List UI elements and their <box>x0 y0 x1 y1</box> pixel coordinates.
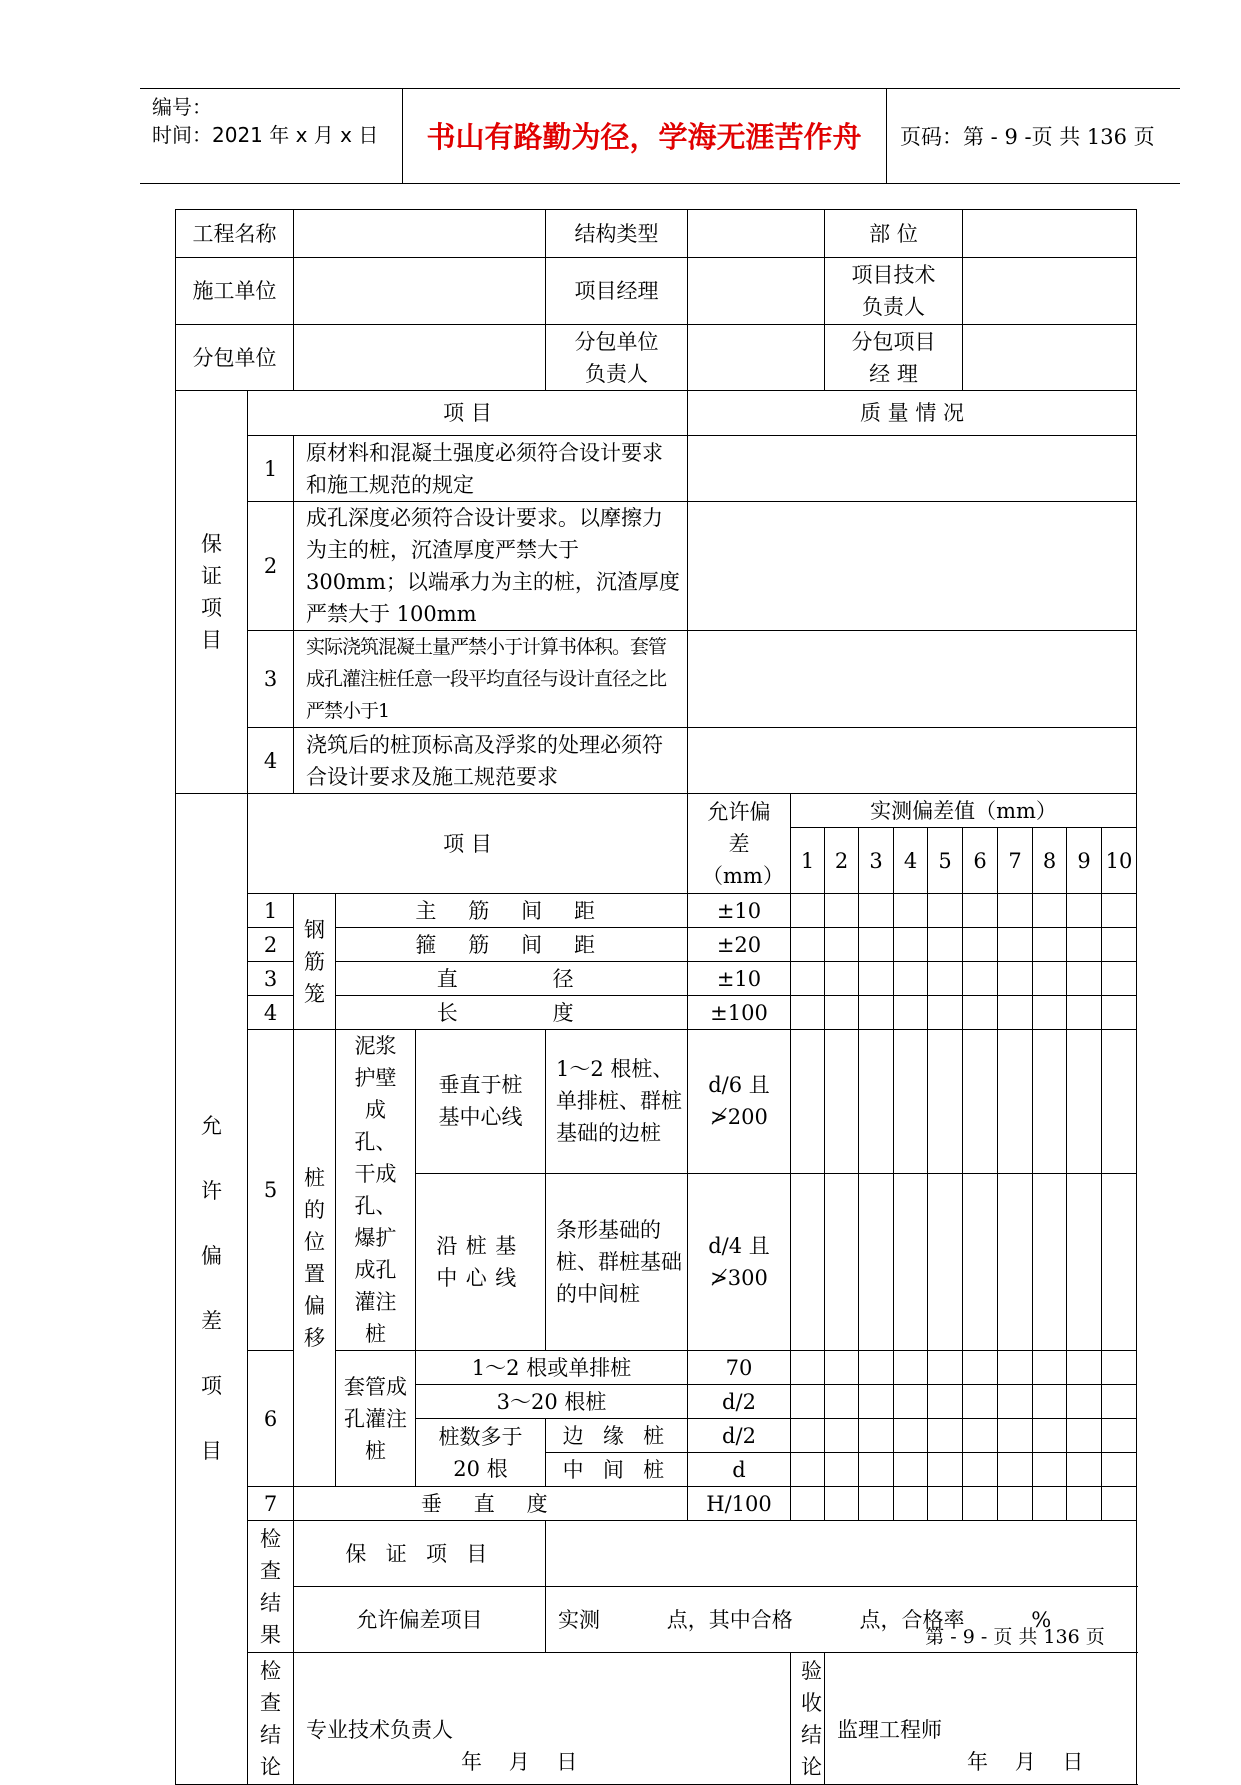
measure-cell[interactable] <box>928 1351 963 1385</box>
measure-cell[interactable] <box>825 1487 859 1521</box>
conclusion-label: 检查结论 <box>248 1653 294 1785</box>
measure-cell[interactable] <box>1102 1487 1137 1521</box>
measure-cell[interactable] <box>791 1419 825 1453</box>
measure-cell[interactable] <box>791 1487 825 1521</box>
measure-cell[interactable] <box>998 1453 1033 1487</box>
row6-group: 桩数多于 20 根 <box>416 1419 546 1487</box>
row5-method: 泥浆护壁成孔、干成孔、爆扩成孔灌注桩 <box>336 1030 416 1351</box>
measure-cell[interactable] <box>859 1453 894 1487</box>
structure-type-label: 结构类型 <box>546 210 688 258</box>
measure-cell[interactable] <box>1067 962 1102 996</box>
measure-cell[interactable] <box>963 1030 998 1174</box>
cage-item-name: 直 径 <box>336 962 688 996</box>
guarantee-item-quality[interactable] <box>688 436 1137 502</box>
measure-cell[interactable] <box>825 962 859 996</box>
measure-cell[interactable] <box>1067 1030 1102 1174</box>
row5-b-direction: 沿桩基中心线 <box>416 1173 546 1350</box>
row5-a-direction: 垂直于桩基中心线 <box>416 1030 546 1174</box>
result-allowable-label: 允许偏差项目 <box>294 1587 546 1653</box>
measure-cell[interactable] <box>825 894 859 928</box>
guarantee-item-text: 原材料和混凝土强度必须符合设计要求和施工规范的规定 <box>294 436 688 502</box>
page-label: 页码：第 - 9 -页 共 136 页 <box>900 125 1155 149</box>
number-label: 编号： <box>152 95 212 119</box>
row-no: 5 <box>248 1030 294 1351</box>
verticality-label: 垂 直 度 <box>294 1487 688 1521</box>
measure-cell[interactable] <box>998 996 1033 1030</box>
measure-col: 5 <box>928 828 963 894</box>
measure-cell[interactable] <box>791 996 825 1030</box>
measure-cell[interactable] <box>928 996 963 1030</box>
measure-cell[interactable] <box>825 1453 859 1487</box>
measure-cell[interactable] <box>791 1030 825 1174</box>
sub-lead-label: 分包单位负责人 <box>546 325 688 391</box>
measure-cell[interactable] <box>1033 1419 1067 1453</box>
cage-label: 钢筋笼 <box>294 894 336 1030</box>
measure-col: 9 <box>1067 828 1102 894</box>
measure-cell[interactable] <box>1033 962 1067 996</box>
measure-cell[interactable] <box>1033 996 1067 1030</box>
measure-cell[interactable] <box>859 1030 894 1174</box>
guarantee-item-text: 实际浇筑混凝土量严禁小于计算书体积。套管成孔灌注桩任意一段平均直径与设计直径之比严禁小于1 <box>294 631 688 728</box>
measure-cell[interactable] <box>791 1173 825 1350</box>
measure-cell[interactable] <box>1102 928 1137 962</box>
measure-cell[interactable] <box>1067 1487 1102 1521</box>
part-value[interactable] <box>963 210 1137 258</box>
row-no: 7 <box>248 1487 294 1521</box>
measure-cell[interactable] <box>928 962 963 996</box>
measure-cell[interactable] <box>998 1030 1033 1174</box>
measure-cell[interactable] <box>928 1385 963 1419</box>
measure-cell[interactable] <box>1067 1453 1102 1487</box>
measure-cell[interactable] <box>825 928 859 962</box>
measure-cell[interactable] <box>928 894 963 928</box>
guarantee-section-label: 保证项目 <box>176 391 248 794</box>
measure-cell[interactable] <box>998 1487 1033 1521</box>
measure-cell[interactable] <box>859 928 894 962</box>
measure-cell[interactable] <box>1102 996 1137 1030</box>
sub-manager-value[interactable] <box>963 325 1137 391</box>
time-label: 时间：2021 年 x 月 x 日 <box>152 123 379 147</box>
measure-cell[interactable] <box>1102 962 1137 996</box>
measure-cell[interactable] <box>859 996 894 1030</box>
acceptance-block[interactable] <box>825 1653 1137 1785</box>
measure-cell[interactable] <box>1067 1351 1102 1385</box>
measured-header: 实测偏差值（mm） <box>791 794 1137 828</box>
measure-cell[interactable] <box>963 1453 998 1487</box>
row6-method: 套管成孔灌注桩 <box>336 1351 416 1487</box>
measure-cell[interactable] <box>894 1173 928 1350</box>
guarantee-item-text: 成孔深度必须符合设计要求。以摩擦力为主的桩，沉渣厚度严禁大于 300mm；以端承力为主的桩，沉渣厚度严禁大于 100mm <box>294 502 688 631</box>
tolerance-value: 70 <box>688 1351 791 1385</box>
measure-cell[interactable] <box>894 1453 928 1487</box>
measure-cell[interactable] <box>825 1030 859 1174</box>
measure-cell[interactable] <box>894 962 928 996</box>
tolerance-value: ±100 <box>688 996 791 1030</box>
tolerance-value: H/100 <box>688 1487 791 1521</box>
measure-cell[interactable] <box>1102 1351 1137 1385</box>
guarantee-item-no: 2 <box>248 502 294 631</box>
tech-lead-label: 项目技术负责人 <box>825 258 963 325</box>
measure-cell[interactable] <box>825 1419 859 1453</box>
measure-cell[interactable] <box>1067 996 1102 1030</box>
measure-cell[interactable] <box>998 1351 1033 1385</box>
row5-a-type: 1～2 根桩、单排桩、群桩基础的边桩 <box>546 1030 688 1174</box>
supervisor-sign-label: 监理工程师 <box>837 1718 942 1742</box>
measure-cell[interactable] <box>928 1030 963 1174</box>
header-divider <box>886 89 887 183</box>
structure-type-value[interactable] <box>688 210 825 258</box>
tolerance-value: d/4 且≯300 <box>688 1173 791 1350</box>
acceptance-date: 年 月 日 <box>967 1750 1084 1774</box>
measure-cell[interactable] <box>1033 1030 1067 1174</box>
measure-cell[interactable] <box>825 1351 859 1385</box>
cage-item-name: 长 度 <box>336 996 688 1030</box>
measure-cell[interactable] <box>859 1351 894 1385</box>
motto: 书山有路勤为径，学海无涯苦作舟 <box>426 120 862 154</box>
measure-cell[interactable] <box>859 1385 894 1419</box>
measure-cell[interactable] <box>1102 1173 1137 1350</box>
measure-cell[interactable] <box>894 1487 928 1521</box>
measure-cell[interactable] <box>825 1385 859 1419</box>
measure-col: 10 <box>1102 828 1137 894</box>
measure-cell[interactable] <box>791 1385 825 1419</box>
measure-cell[interactable] <box>998 894 1033 928</box>
measure-cell[interactable] <box>894 1385 928 1419</box>
guarantee-item-quality[interactable] <box>688 728 1137 794</box>
guarantee-item-no: 3 <box>248 631 294 728</box>
measure-cell[interactable] <box>963 894 998 928</box>
measure-cell[interactable] <box>1067 1173 1102 1350</box>
measure-cell[interactable] <box>963 1419 998 1453</box>
measure-cell[interactable] <box>859 1419 894 1453</box>
measure-cell[interactable] <box>963 1173 998 1350</box>
tolerance-value: ±10 <box>688 962 791 996</box>
measure-cell[interactable] <box>928 1173 963 1350</box>
sub-manager-label: 分包项目经 理 <box>825 325 963 391</box>
conclusion-date: 年 月 日 <box>461 1750 578 1774</box>
measure-cell[interactable] <box>963 928 998 962</box>
measure-cell[interactable] <box>998 1173 1033 1350</box>
tolerance-value: ±20 <box>688 928 791 962</box>
construction-unit-value[interactable] <box>294 258 546 325</box>
inspection-form <box>175 209 1137 1785</box>
tolerance-header: 允许偏差（mm） <box>688 794 791 894</box>
guarantee-item-text: 浇筑后的桩顶标高及浮浆的处理必须符合设计要求及施工规范要求 <box>294 728 688 794</box>
measure-cell[interactable] <box>859 1487 894 1521</box>
measure-col: 4 <box>894 828 928 894</box>
measure-cell[interactable] <box>791 962 825 996</box>
measure-cell[interactable] <box>825 1173 859 1350</box>
measure-cell[interactable] <box>998 962 1033 996</box>
guarantee-item-header: 项 目 <box>248 391 688 436</box>
cage-item-name: 主 筋 间 距 <box>336 894 688 928</box>
result-measure-text: 实测 点，其中合格 点，合格率 % <box>546 1587 1137 1653</box>
cage-item-name: 箍 筋 间 距 <box>336 928 688 962</box>
measure-cell[interactable] <box>859 1173 894 1350</box>
measure-col: 1 <box>791 828 825 894</box>
pile-position-label: 桩的位置偏移 <box>294 1030 336 1487</box>
guarantee-item-no: 4 <box>248 728 294 794</box>
subcontractor-label: 分包单位 <box>176 325 294 391</box>
measure-cell[interactable] <box>1102 1453 1137 1487</box>
tech-lead-value[interactable] <box>963 258 1137 325</box>
measure-cell[interactable] <box>791 1351 825 1385</box>
page-footer: 第 - 9 - 页 共 136 页 <box>925 1626 1105 1648</box>
measure-cell[interactable] <box>963 962 998 996</box>
conclusion-block[interactable] <box>294 1653 791 1785</box>
measure-cell[interactable] <box>1067 928 1102 962</box>
quality-header: 质 量 情 况 <box>688 391 1137 436</box>
measure-cell[interactable] <box>998 1419 1033 1453</box>
measure-cell[interactable] <box>998 928 1033 962</box>
subcontractor-value[interactable] <box>294 325 546 391</box>
measure-col: 2 <box>825 828 859 894</box>
result-guarantee-value[interactable] <box>546 1521 1137 1587</box>
measure-cell[interactable] <box>1102 1385 1137 1419</box>
construction-unit-label: 施工单位 <box>176 258 294 325</box>
tolerance-value: ±10 <box>688 894 791 928</box>
row-no: 6 <box>248 1351 294 1487</box>
row5-b-type: 条形基础的桩、群桩基础的中间桩 <box>546 1173 688 1350</box>
measure-cell[interactable] <box>1033 894 1067 928</box>
measure-cell[interactable] <box>894 1351 928 1385</box>
result-label: 检查结果 <box>248 1521 294 1653</box>
measure-cell[interactable] <box>963 1487 998 1521</box>
project-manager-value[interactable] <box>688 258 825 325</box>
measure-col: 7 <box>998 828 1033 894</box>
sub-lead-value[interactable] <box>688 325 825 391</box>
measure-cell[interactable] <box>1033 1453 1067 1487</box>
measure-cell[interactable] <box>859 894 894 928</box>
measure-cell[interactable] <box>1102 1030 1137 1174</box>
measure-cell[interactable] <box>1033 928 1067 962</box>
guarantee-item-quality[interactable] <box>688 631 1137 728</box>
measure-cell[interactable] <box>1033 1487 1067 1521</box>
project-name-value[interactable] <box>294 210 546 258</box>
measure-cell[interactable] <box>928 1419 963 1453</box>
tolerance-value: d/6 且≯200 <box>688 1030 791 1174</box>
measure-cell[interactable] <box>928 1487 963 1521</box>
project-manager-label: 项目经理 <box>546 258 688 325</box>
measure-cell[interactable] <box>963 996 998 1030</box>
guarantee-item-no: 1 <box>248 436 294 502</box>
row-no: 4 <box>248 996 294 1030</box>
result-guarantee-label: 保 证 项 目 <box>294 1521 546 1587</box>
tolerance-value: d <box>688 1453 791 1487</box>
allowable-section-label: 允许偏差项目 <box>176 794 248 1785</box>
project-name-label: 工程名称 <box>176 210 294 258</box>
measure-col: 3 <box>859 828 894 894</box>
allowable-item-header: 项 目 <box>248 794 688 894</box>
measure-col: 8 <box>1033 828 1067 894</box>
tolerance-value: d/2 <box>688 1419 791 1453</box>
part-label: 部 位 <box>825 210 963 258</box>
measure-cell[interactable] <box>894 996 928 1030</box>
tolerance-value: d/2 <box>688 1385 791 1419</box>
measure-cell[interactable] <box>791 928 825 962</box>
measure-cell[interactable] <box>1102 894 1137 928</box>
measure-cell[interactable] <box>894 1030 928 1174</box>
measure-cell[interactable] <box>859 962 894 996</box>
measure-cell[interactable] <box>1102 1419 1137 1453</box>
measure-cell[interactable] <box>963 1385 998 1419</box>
acceptance-label: 验收结论 <box>791 1653 825 1785</box>
measure-cell[interactable] <box>928 928 963 962</box>
measure-cell[interactable] <box>1033 1173 1067 1350</box>
row6-type: 1～2 根或单排桩 <box>416 1351 688 1385</box>
measure-cell[interactable] <box>791 1453 825 1487</box>
measure-cell[interactable] <box>1067 1385 1102 1419</box>
measure-col: 6 <box>963 828 998 894</box>
row6-type: 中 间 桩 <box>546 1453 688 1487</box>
measure-cell[interactable] <box>1033 1385 1067 1419</box>
row-no: 1 <box>248 894 294 928</box>
row6-type: 边 缘 桩 <box>546 1419 688 1453</box>
measure-cell[interactable] <box>1067 1419 1102 1453</box>
page-header <box>140 88 1180 184</box>
header-meta <box>152 93 378 149</box>
measure-cell[interactable] <box>998 1385 1033 1419</box>
row6-type: 3～20 根桩 <box>416 1385 688 1419</box>
measure-cell[interactable] <box>1067 894 1102 928</box>
row-no: 3 <box>248 962 294 996</box>
measure-cell[interactable] <box>928 1453 963 1487</box>
row-no: 2 <box>248 928 294 962</box>
measure-cell[interactable] <box>825 996 859 1030</box>
tech-lead-sign-label: 专业技术负责人 <box>306 1718 453 1742</box>
measure-cell[interactable] <box>894 928 928 962</box>
measure-cell[interactable] <box>791 894 825 928</box>
measure-cell[interactable] <box>1033 1351 1067 1385</box>
measure-cell[interactable] <box>963 1351 998 1385</box>
measure-cell[interactable] <box>894 894 928 928</box>
measure-cell[interactable] <box>894 1419 928 1453</box>
guarantee-item-quality[interactable] <box>688 502 1137 631</box>
